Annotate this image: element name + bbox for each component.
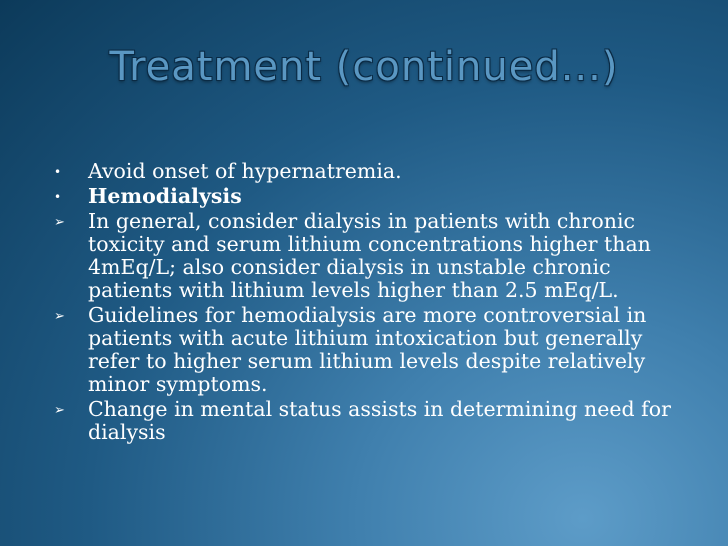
bullet-item <box>52 304 692 396</box>
bullet-item <box>52 185 692 208</box>
bullet-list <box>52 160 692 446</box>
slide-title: Treatment (continued...) <box>109 44 619 90</box>
bullet-dot-icon: • <box>54 190 62 204</box>
bullet-item <box>52 160 692 183</box>
arrow-bullet-icon: ➢ <box>54 309 65 324</box>
bullet-text: Guidelines for hemodialysis are more controversial in patients with acute lithium intoxication but generally refer to higher serum lithium levels despite relatively minor symptoms. <box>88 303 647 396</box>
bullet-item <box>52 210 692 302</box>
arrow-bullet-icon: ➢ <box>54 215 65 230</box>
arrow-bullet-icon: ➢ <box>54 403 65 418</box>
bullet-item <box>52 398 692 444</box>
bullet-text: In general, consider dialysis in patients with chronic toxicity and serum lithium concentrations higher than 4mEq/L; also consider dialysis in unstable chronic patients with lithium levels higher than 2.5 mEq/L. <box>88 209 651 302</box>
bullet-dot-icon: • <box>54 165 62 179</box>
bullet-text: Hemodialysis <box>88 184 242 208</box>
bullet-text: Change in mental status assists in determining need for dialysis <box>88 397 671 444</box>
bullet-text: Avoid onset of hypernatremia. <box>88 159 402 183</box>
